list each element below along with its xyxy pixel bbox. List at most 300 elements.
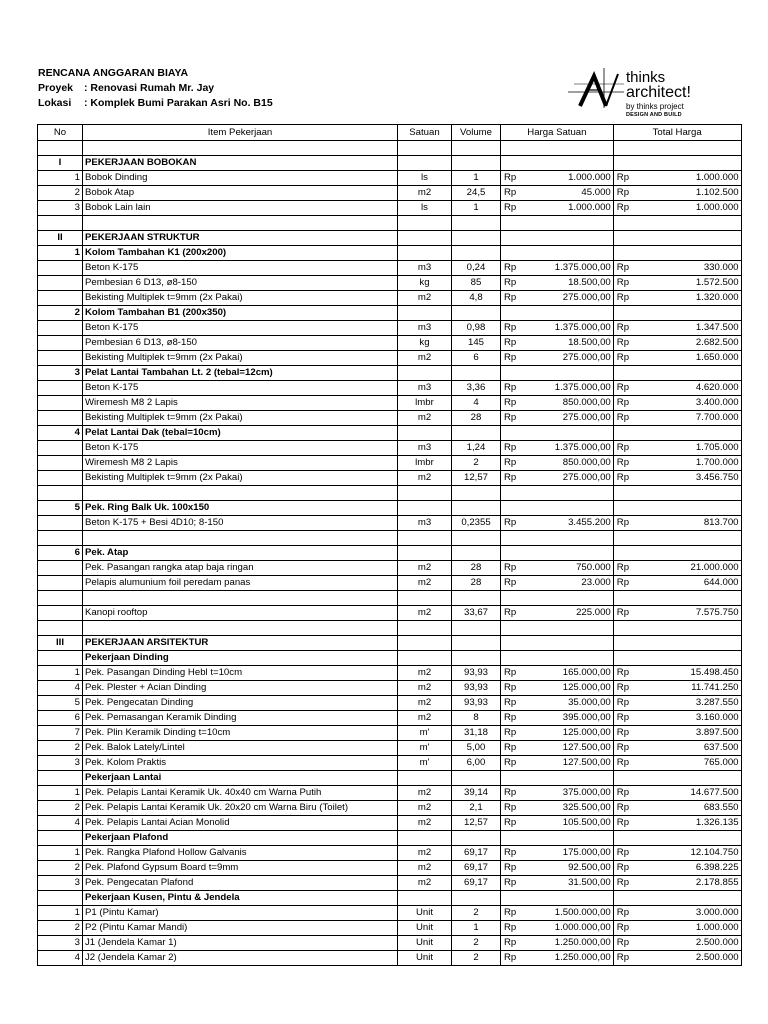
row-volume: 0,24 [452,261,501,276]
row-unit: m2 [398,606,452,621]
row-total-currency: Rp [613,906,631,921]
table-row [38,261,742,276]
row-volume: 6,00 [452,756,501,771]
row-total: 7.575.750 [631,606,741,621]
row-total-currency: Rp [613,741,631,756]
row-price-currency [501,546,519,561]
row-item: Bobok Atap [83,186,398,201]
row-unit-price: 165.000,00 [518,666,613,681]
row-volume: 85 [452,276,501,291]
row-total: 1.650.000 [631,351,741,366]
table-row [38,636,742,651]
row-total: 637.500 [631,741,741,756]
row-item: Wiremesh M8 2 Lapis [83,396,398,411]
row-price-currency [501,636,519,651]
row-unit-price [518,501,613,516]
row-volume: 2 [452,456,501,471]
row-volume [452,156,501,171]
row-unit-price: 35.000,00 [518,696,613,711]
row-total: 1.000.000 [631,171,741,186]
row-total: 1.102.500 [631,186,741,201]
row-item: Beton K-175 [83,261,398,276]
row-unit-price: 127.500,00 [518,756,613,771]
row-unit: m2 [398,666,452,681]
col-unit: Satuan [398,125,452,141]
table-row [38,651,742,666]
row-unit-price [518,591,613,606]
row-total-currency [613,546,631,561]
row-unit-price: 850.000,00 [518,396,613,411]
logo-line-2: architect! [626,84,691,101]
row-unit: m2 [398,576,452,591]
location-label: Lokasi [38,97,72,109]
row-unit-price: 125.000,00 [518,681,613,696]
row-item [83,531,398,546]
row-unit-price [518,651,613,666]
row-unit-price [518,771,613,786]
row-total: 3.400.000 [631,396,741,411]
row-volume: 28 [452,411,501,426]
row-volume [452,546,501,561]
row-number [38,561,83,576]
row-total-currency [613,366,631,381]
row-unit [398,426,452,441]
row-total-currency: Rp [613,291,631,306]
row-unit-price: 1.375.000,00 [518,441,613,456]
row-price-currency: Rp [501,321,519,336]
table-row [38,291,742,306]
row-price-currency: Rp [501,606,519,621]
row-unit: m2 [398,351,452,366]
row-unit-price: 750.000 [518,561,613,576]
row-item: Pek. Pelapis Lantai Keramik Uk. 20x20 cm Warna Biru (Toilet) [83,801,398,816]
row-unit: m2 [398,471,452,486]
row-total-currency [613,621,631,636]
table-row [38,591,742,606]
row-number [38,471,83,486]
row-item: Pek. Rangka Plafond Hollow Galvanis [83,846,398,861]
row-total-currency [613,636,631,651]
row-total: 12.104.750 [631,846,741,861]
row-total [631,426,741,441]
logo-mark-icon [566,66,626,122]
row-volume [452,486,501,501]
row-price-currency: Rp [501,171,519,186]
row-number [38,591,83,606]
row-price-currency [501,621,519,636]
row-unit: m2 [398,411,452,426]
row-item: Pekerjaan Lantai [83,771,398,786]
row-unit: m2 [398,681,452,696]
row-unit: m2 [398,861,452,876]
row-total-currency [613,426,631,441]
row-item: Pek. Pelapis Lantai Acian Monolid [83,816,398,831]
row-total [631,486,741,501]
row-total [631,636,741,651]
row-item: Beton K-175 + Besi 4D10; 8-150 [83,516,398,531]
row-total-currency [613,306,631,321]
row-volume: 69,17 [452,846,501,861]
row-item: P1 (Pintu Kamar) [83,906,398,921]
row-unit: m' [398,726,452,741]
row-volume: 2,1 [452,801,501,816]
col-total: Total Harga [613,125,741,141]
row-item: Bobok Dinding [83,171,398,186]
row-total: 3.456.750 [631,471,741,486]
row-item: Pelapis alumunium foil peredam panas [83,576,398,591]
row-number: 5 [38,501,83,516]
row-volume [452,771,501,786]
row-number: 2 [38,801,83,816]
row-total: 11.741.250 [631,681,741,696]
table-row [38,156,742,171]
row-price-currency: Rp [501,201,519,216]
row-number [38,441,83,456]
row-total [631,501,741,516]
row-total: 6.398.225 [631,861,741,876]
row-unit-price [518,486,613,501]
row-total: 1.326.135 [631,816,741,831]
project-value: : Renovasi Rumah Mr. Jay [84,82,215,94]
row-volume: 2 [452,951,501,966]
row-price-currency [501,156,519,171]
row-number [38,516,83,531]
table-body [38,141,742,966]
row-total: 3.000.000 [631,906,741,921]
row-total-currency: Rp [613,351,631,366]
row-unit-price: 375.000,00 [518,786,613,801]
row-item: Pekerjaan Kusen, Pintu & Jendela [83,891,398,906]
row-total-currency: Rp [613,201,631,216]
row-item: PEKERJAAN STRUKTUR [83,231,398,246]
row-total [631,621,741,636]
row-unit-price [518,366,613,381]
row-total-currency [613,486,631,501]
row-unit: m2 [398,291,452,306]
row-unit-price: 1.000.000 [518,171,613,186]
row-number [38,651,83,666]
row-price-currency: Rp [501,846,519,861]
row-number [38,216,83,231]
location-line [38,96,273,111]
row-unit [398,546,452,561]
row-number [38,396,83,411]
row-unit-price: 275.000,00 [518,411,613,426]
row-price-currency: Rp [501,741,519,756]
row-price-currency: Rp [501,561,519,576]
row-item [83,216,398,231]
row-total: 4.620.000 [631,381,741,396]
row-total-currency: Rp [613,711,631,726]
table-row [38,501,742,516]
row-item: Pek. Plafond Gypsum Board t=9mm [83,861,398,876]
row-unit [398,891,452,906]
table-row [38,876,742,891]
row-volume [452,891,501,906]
row-total [631,216,741,231]
row-total-currency: Rp [613,336,631,351]
row-price-currency: Rp [501,786,519,801]
row-price-currency [501,366,519,381]
row-number: 4 [38,681,83,696]
row-number: 6 [38,546,83,561]
row-unit-price [518,141,613,156]
row-price-currency: Rp [501,696,519,711]
table-row [38,921,742,936]
row-unit: m2 [398,801,452,816]
row-number: 2 [38,741,83,756]
row-unit-price: 275.000,00 [518,471,613,486]
row-number [38,141,83,156]
row-volume [452,231,501,246]
table-row [38,756,742,771]
row-unit-price: 1.500.000,00 [518,906,613,921]
table-row [38,351,742,366]
row-price-currency [501,246,519,261]
row-total-currency [613,246,631,261]
row-unit: m3 [398,381,452,396]
row-total-currency [613,651,631,666]
row-unit-price [518,531,613,546]
row-total-currency: Rp [613,876,631,891]
location-value: : Komplek Bumi Parakan Asri No. B15 [84,97,273,109]
table-row [38,231,742,246]
row-total-currency: Rp [613,936,631,951]
row-total [631,651,741,666]
row-volume [452,591,501,606]
logo-line-4: DESIGN AND BUILD [626,112,682,118]
row-unit [398,246,452,261]
row-price-currency: Rp [501,666,519,681]
row-number: 2 [38,921,83,936]
row-unit [398,306,452,321]
row-item: Pekerjaan Dinding [83,651,398,666]
table-row [38,276,742,291]
table-row [38,141,742,156]
table-row [38,411,742,426]
row-volume: 12,57 [452,816,501,831]
row-total-currency: Rp [613,951,631,966]
row-volume: 93,93 [452,696,501,711]
row-item: Bekisting Multiplek t=9mm (2x Pakai) [83,411,398,426]
row-item: Kolom Tambahan K1 (200x200) [83,246,398,261]
row-item: Kanopi rooftop [83,606,398,621]
row-unit-price: 92.500,00 [518,861,613,876]
row-total-currency: Rp [613,321,631,336]
row-unit-price [518,621,613,636]
row-price-currency: Rp [501,906,519,921]
company-logo [566,66,716,122]
table-row [38,486,742,501]
row-price-currency: Rp [501,471,519,486]
row-price-currency: Rp [501,816,519,831]
table-row [38,606,742,621]
row-unit-price: 31.500,00 [518,876,613,891]
row-item [83,486,398,501]
row-unit: m3 [398,441,452,456]
row-unit [398,141,452,156]
row-price-currency: Rp [501,516,519,531]
row-unit: ls [398,201,452,216]
row-number: 1 [38,246,83,261]
row-total-currency: Rp [613,801,631,816]
row-unit: m2 [398,186,452,201]
row-item: J2 (Jendela Kamar 2) [83,951,398,966]
row-total-currency: Rp [613,561,631,576]
row-price-currency [501,531,519,546]
row-total-currency [613,591,631,606]
row-number: 3 [38,876,83,891]
row-volume: 69,17 [452,876,501,891]
table-row [38,906,742,921]
row-total: 1.347.500 [631,321,741,336]
row-item: Bobok Lain lain [83,201,398,216]
row-unit: kg [398,276,452,291]
row-unit-price [518,636,613,651]
row-item: P2 (Pintu Kamar Mandi) [83,921,398,936]
row-unit: Unit [398,951,452,966]
row-total-currency: Rp [613,411,631,426]
table-row [38,426,742,441]
row-volume [452,366,501,381]
row-total-currency: Rp [613,756,631,771]
row-total: 765.000 [631,756,741,771]
row-number: 1 [38,786,83,801]
row-total [631,306,741,321]
row-unit [398,621,452,636]
row-item: Beton K-175 [83,321,398,336]
row-item: Beton K-175 [83,441,398,456]
row-volume [452,426,501,441]
row-number [38,576,83,591]
row-number: 1 [38,666,83,681]
row-total: 2.500.000 [631,951,741,966]
row-unit-price [518,231,613,246]
row-total-currency: Rp [613,861,631,876]
row-number: 3 [38,201,83,216]
row-number [38,771,83,786]
row-item: Pek. Pengecatan Plafond [83,876,398,891]
table-row [38,891,742,906]
row-total-currency [613,141,631,156]
row-unit: m2 [398,876,452,891]
row-item: Pembesian 6 D13, ø8-150 [83,276,398,291]
row-number [38,621,83,636]
row-volume: 28 [452,561,501,576]
row-total-currency: Rp [613,381,631,396]
row-volume: 4 [452,396,501,411]
table-row [38,801,742,816]
row-unit-price [518,246,613,261]
row-unit: m2 [398,561,452,576]
row-total: 1.700.000 [631,456,741,471]
row-total-currency: Rp [613,606,631,621]
row-total [631,546,741,561]
row-item: Pek. Pengecatan Dinding [83,696,398,711]
row-total-currency: Rp [613,786,631,801]
row-unit [398,366,452,381]
row-volume: 28 [452,576,501,591]
row-unit [398,591,452,606]
row-total-currency: Rp [613,666,631,681]
row-unit: m3 [398,321,452,336]
row-unit-price [518,156,613,171]
table-row [38,516,742,531]
row-unit-price: 127.500,00 [518,741,613,756]
row-total: 3.897.500 [631,726,741,741]
row-volume: 6 [452,351,501,366]
row-total-currency [613,771,631,786]
row-price-currency [501,141,519,156]
row-price-currency [501,501,519,516]
row-item: PEKERJAAN BOBOKAN [83,156,398,171]
row-unit: ls [398,171,452,186]
table-row [38,531,742,546]
row-volume [452,651,501,666]
col-volume: Volume [452,125,501,141]
row-unit: m2 [398,696,452,711]
row-total-currency: Rp [613,456,631,471]
row-unit-price [518,216,613,231]
row-volume: 2 [452,936,501,951]
row-total-currency: Rp [613,726,631,741]
row-item: Bekisting Multiplek t=9mm (2x Pakai) [83,291,398,306]
row-number [38,891,83,906]
row-total-currency [613,831,631,846]
row-price-currency [501,306,519,321]
row-unit-price: 23.000 [518,576,613,591]
row-unit: m' [398,756,452,771]
row-unit [398,156,452,171]
row-total: 1.000.000 [631,201,741,216]
row-volume: 3,36 [452,381,501,396]
row-unit: m2 [398,846,452,861]
row-unit: m' [398,741,452,756]
row-number: 6 [38,711,83,726]
col-unit-price: Harga Satuan [501,125,614,141]
row-item: Bekisting Multiplek t=9mm (2x Pakai) [83,351,398,366]
row-unit-price: 1.375.000,00 [518,261,613,276]
table-row [38,741,742,756]
row-price-currency [501,831,519,846]
row-total [631,246,741,261]
row-total [631,141,741,156]
row-unit: m2 [398,816,452,831]
row-total: 2.682.500 [631,336,741,351]
row-total: 2.500.000 [631,936,741,951]
row-volume: 145 [452,336,501,351]
row-number [38,411,83,426]
row-number [38,321,83,336]
table-row [38,831,742,846]
row-number: III [38,636,83,651]
table-row [38,381,742,396]
row-volume: 12,57 [452,471,501,486]
table-row [38,171,742,186]
row-total [631,156,741,171]
row-unit-price [518,306,613,321]
row-volume: 39,14 [452,786,501,801]
row-volume: 1 [452,921,501,936]
table-row [38,846,742,861]
row-number [38,456,83,471]
row-price-currency: Rp [501,756,519,771]
row-price-currency: Rp [501,186,519,201]
row-number: 1 [38,846,83,861]
row-item: Pekerjaan Plafond [83,831,398,846]
row-unit-price [518,891,613,906]
row-price-currency [501,216,519,231]
